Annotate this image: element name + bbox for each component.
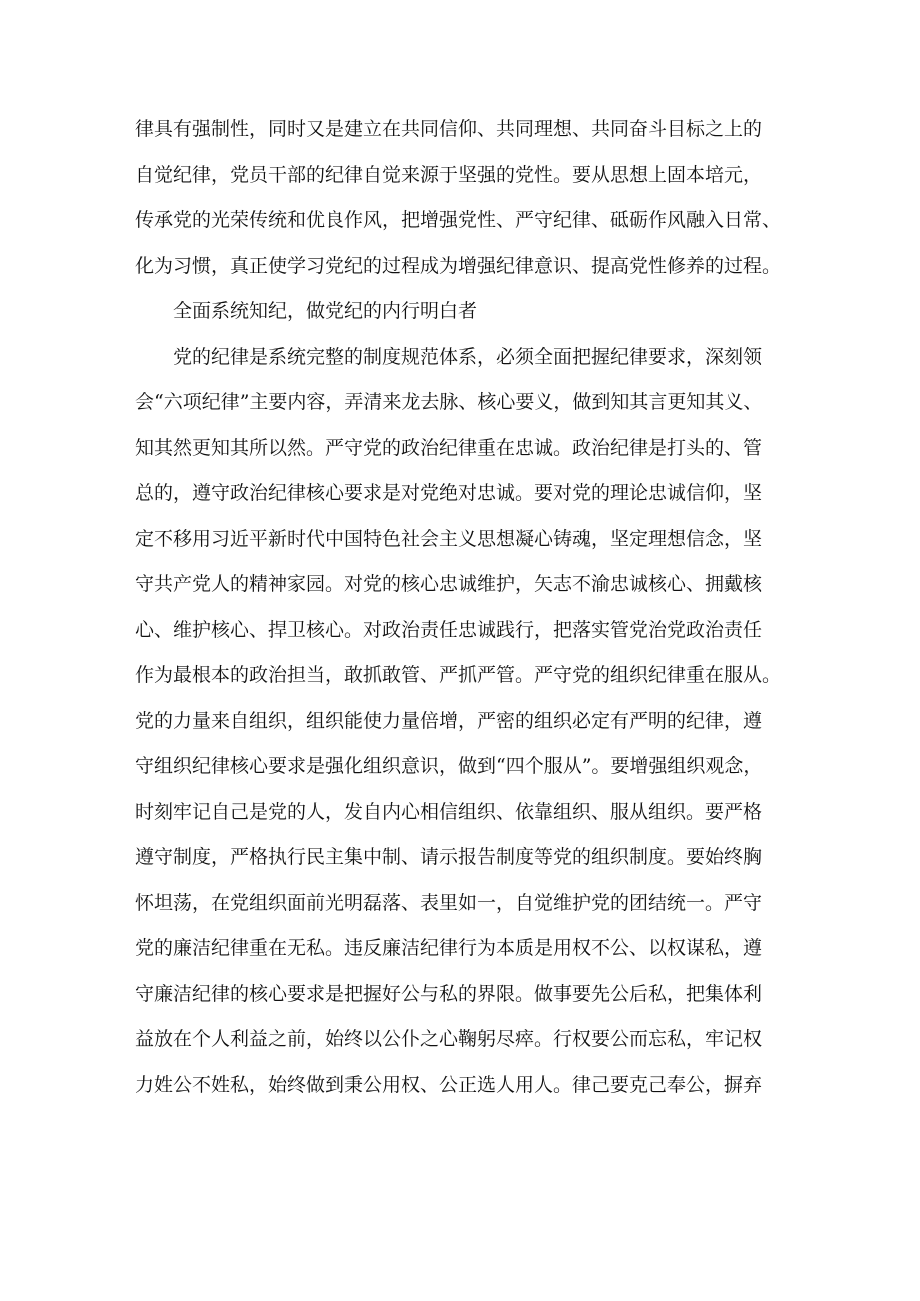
text-line: 守廉洁纪律的核心要求是把握好公与私的界限。做事要先公后私，把集体利 bbox=[135, 982, 763, 1005]
text-line: 遵守制度，严格执行民主集中制、请示报告制度等党的组织制度。要始终胸 bbox=[135, 846, 763, 868]
text-line: 心、维护核心、捍卫核心。对政治责任忠诚践行，把落实管党治党政治责任 bbox=[135, 618, 763, 641]
text-line: 时刻牢记自己是党的人，发自内心相信组织、依靠组织、服从组织。要严格 bbox=[135, 800, 763, 823]
text-line: 定不移用习近平新时代中国特色社会主义思想凝心铸魂，坚定理想信念，坚 bbox=[135, 527, 763, 550]
text-line: 守组织纪律核心要求是强化组织意识，做到“四个服从”。要增强组织观念， bbox=[135, 755, 763, 777]
text-line: 守共产党人的精神家园。对党的核心忠诚维护，矢志不渝忠诚核心、拥戴核 bbox=[135, 573, 763, 595]
text-line: 自觉纪律，党员干部的纪律自觉来源于坚强的党性。要从思想上固本培元， bbox=[135, 163, 763, 186]
text-line: 作为最根本的政治担当，敢抓敢管、严抓严管。严守党的组织纪律重在服从。 bbox=[135, 664, 782, 686]
text-line: 益放在个人利益之前，始终以公仆之心鞠躬尽瘁。行权要公而忘私，牢记权 bbox=[135, 1028, 763, 1050]
text-line: 总的，遵守政治纪律核心要求是对党绝对忠诚。要对党的理论忠诚信仰，坚 bbox=[135, 482, 763, 504]
text-line: 怀坦荡，在党组织面前光明磊落、表里如一，自觉维护党的团结统一。严守 bbox=[135, 891, 763, 914]
text-line: 传承党的光荣传统和优良作风，把增强党性、严守纪律、砥砺作风融入日常、 bbox=[135, 209, 782, 231]
text-line: 党的廉洁纪律重在无私。违反廉洁纪律行为本质是用权不公、以权谋私，遵 bbox=[135, 937, 763, 959]
section-heading: 全面系统知纪，做党纪的内行明白者 bbox=[173, 300, 478, 322]
body-text bbox=[135, 107, 795, 1108]
text-line: 力姓公不姓私，始终做到秉公用权、公正选人用人。律己要克己奉公，摒弃 bbox=[135, 1073, 763, 1096]
text-line: 知其然更知其所以然。严守党的政治纪律重在忠诚。政治纪律是打头的、管 bbox=[135, 436, 763, 459]
text-line: 党的力量来自组织，组织能使力量倍增，严密的组织必定有严明的纪律，遵 bbox=[135, 709, 763, 732]
text-line: 律具有强制性，同时又是建立在共同信仰、共同理想、共同奋斗目标之上的 bbox=[135, 118, 763, 140]
text-line: 会“六项纪律”主要内容，弄清来龙去脉、核心要义，做到知其言更知其义、 bbox=[135, 391, 763, 413]
text-line: 化为习惯，真正使学习党纪的过程成为增强纪律意识、提高党性修养的过程。 bbox=[135, 254, 782, 277]
text-line: 党的纪律是系统完整的制度规范体系，必须全面把握纪律要求，深刻领 bbox=[173, 345, 763, 368]
